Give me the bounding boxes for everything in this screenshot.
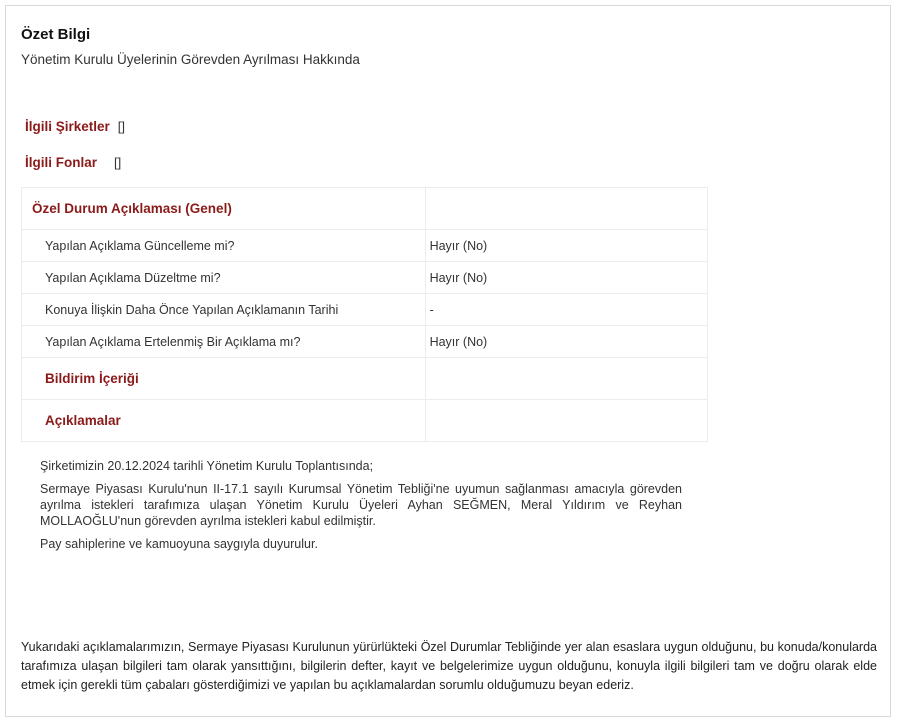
notice-paragraph: Şirketimizin 20.12.2024 tarihli Yönetim Kurulu Toplantısında; bbox=[40, 459, 374, 473]
answer-cell: Hayır (No) bbox=[425, 326, 707, 358]
notice-paragraph: Sermaye Piyasası Kurulu'nun II-17.1 sayılı Kurumsal Yönetim Tebliği'ne uyumun sağlanması amacıyla görevden ayrılma istekleri tarafımıza ulaşan Yönetim Kurulu Üyeleri Ayhan SEĞMEN, Meral Yıldırım ve Reyhan MOLLAOĞLU'nun görevden ayrılma istekleri kabul edilmiştir. bbox=[40, 482, 682, 528]
table-row bbox=[22, 358, 708, 400]
question-cell: Yapılan Açıklama Düzeltme mi? bbox=[22, 262, 426, 294]
empty-cell bbox=[425, 188, 707, 230]
table-row bbox=[22, 262, 708, 294]
table-row bbox=[22, 188, 708, 230]
empty-cell bbox=[425, 358, 707, 400]
explanations-title: Açıklamalar bbox=[45, 413, 121, 428]
question-cell: Konuya İlişkin Daha Önce Yapılan Açıklamanın Tarihi bbox=[22, 294, 426, 326]
section-title-cell bbox=[22, 188, 426, 230]
answer-cell: Hayır (No) bbox=[425, 230, 707, 262]
table-row bbox=[22, 294, 708, 326]
disclosure-table bbox=[21, 187, 708, 442]
related-companies-value: [] bbox=[117, 119, 126, 134]
explanations-title-cell bbox=[22, 400, 426, 442]
summary-heading: Özet Bilgi bbox=[21, 26, 91, 43]
content-title: Bildirim İçeriği bbox=[45, 371, 139, 386]
notice-text bbox=[40, 458, 682, 559]
notice-paragraph: Pay sahiplerine ve kamuoyuna saygıyla duyurulur. bbox=[40, 537, 318, 551]
empty-cell bbox=[425, 400, 707, 442]
table-row bbox=[22, 230, 708, 262]
section-title: Özel Durum Açıklaması (Genel) bbox=[32, 201, 232, 216]
summary-subtitle: Yönetim Kurulu Üyelerinin Görevden Ayrılması Hakkında bbox=[21, 52, 360, 67]
question-cell: Yapılan Açıklama Güncelleme mi? bbox=[22, 230, 426, 262]
related-companies-label: İlgili Şirketler bbox=[25, 119, 110, 134]
declaration-text: Yukarıdaki açıklamalarımızın, Sermaye Piyasası Kurulunun yürürlükteki Özel Durumlar Tebliğinde yer alan esaslara uygun olduğunu, bu konuda/konularda tarafımıza ulaşan bilgileri tam olarak yansıttığını, bilgilerin defter, kayıt ve belgelerimize uygun olduğunu, konuyla ilgili bilgileri tam ve doğru olarak elde etmek için gerekli tüm çabaları gösterdiğimizi ve yapılan bu açıklamalardan sorumlu olduğumuzu beyan ederiz. bbox=[21, 640, 877, 692]
related-funds bbox=[25, 155, 121, 170]
related-funds-value: [] bbox=[114, 155, 122, 170]
table-row bbox=[22, 400, 708, 442]
related-companies bbox=[25, 119, 125, 134]
content-title-cell bbox=[22, 358, 426, 400]
table-row bbox=[22, 326, 708, 358]
answer-cell: Hayır (No) bbox=[425, 262, 707, 294]
related-funds-label: İlgili Fonlar bbox=[25, 155, 98, 170]
answer-cell: - bbox=[425, 294, 707, 326]
question-cell: Yapılan Açıklama Ertelenmiş Bir Açıklama mı? bbox=[22, 326, 426, 358]
